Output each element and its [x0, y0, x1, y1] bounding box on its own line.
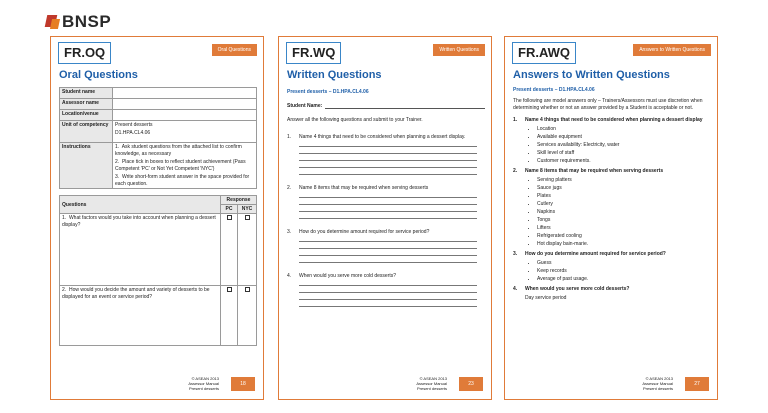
page-tag: Answers to Written Questions [633, 44, 711, 56]
answer-item: • Customer requirements. [537, 157, 713, 165]
page-footer: © ASEAN 2013 Assessor Manual Present desserts [416, 376, 447, 391]
answer-item: • Lifters [537, 224, 713, 232]
answer-question: 1. Name 4 things that need to be considered when planning a dessert display [513, 117, 703, 123]
answer-item: • Plates [537, 192, 713, 200]
answer-line[interactable] [299, 255, 477, 256]
answer-line[interactable] [299, 167, 477, 168]
form-code: FR.OQ [58, 42, 111, 64]
unit-name: Present desserts [115, 122, 153, 128]
form-code: FR.WQ [286, 42, 341, 64]
answer-list [513, 259, 713, 283]
answer-item: • Sauce jugs [537, 184, 713, 192]
question-item: 4. When would you serve more cold desserts? [287, 272, 396, 279]
bnsp-logo [46, 10, 111, 34]
answer-line[interactable] [299, 160, 477, 161]
answer-item: • Tongs [537, 216, 713, 224]
answer-line[interactable] [299, 241, 477, 242]
question-item: 2. Name 8 items that may be required when serving desserts [287, 184, 429, 191]
nyc-checkbox[interactable] [245, 287, 250, 292]
nyc-checkbox[interactable] [245, 215, 250, 220]
unit-value [113, 121, 257, 143]
questions-table [59, 195, 257, 346]
page-number: 23 [459, 377, 483, 391]
row-label: Location/venue [60, 110, 113, 121]
answer-item: • Guess [537, 259, 713, 267]
answer-item: • Average of past usage. [537, 275, 713, 283]
pc-header: PC [221, 205, 238, 214]
page-tag: Written Questions [433, 44, 485, 56]
question-item: 3. How do you determine amount required for service period? [287, 228, 430, 235]
row-value [113, 110, 257, 121]
oral-questions-page [50, 36, 264, 400]
question-row: 1. What factors would you take into account when planning a dessert display? [60, 214, 221, 286]
answer-item: • Location [537, 125, 713, 133]
answer-item: • Cutlery [537, 200, 713, 208]
nyc-header: NYC [238, 205, 257, 214]
answer-line[interactable] [299, 262, 477, 263]
intro-text: Answer all the following questions and submit to your Trainer. [287, 117, 423, 123]
page-tag: Oral Questions [212, 44, 257, 56]
page-number: 27 [685, 377, 709, 391]
answer-line[interactable] [299, 218, 477, 219]
answer-line[interactable] [299, 146, 477, 147]
answer-line[interactable] [299, 292, 477, 293]
answer-line[interactable] [299, 204, 477, 205]
answer-list [513, 125, 713, 165]
student-name-label: Student Name: [287, 103, 323, 109]
subtitle: Present desserts – D1.HPA.CL4.06 [287, 89, 369, 95]
answer-list [513, 176, 713, 248]
row-value [113, 99, 257, 110]
answer-line[interactable] [299, 153, 477, 154]
answer-question: 3. How do you determine amount required for service period? [513, 251, 666, 257]
instruction-item: 1. Ask student questions from the attached list to confirm knowledge, as necessary [115, 144, 242, 157]
answer-item: • Keep records [537, 267, 713, 275]
subtitle: Present desserts – D1.HPA.CL4.06 [513, 87, 595, 93]
logo-icon [46, 13, 60, 31]
instructions-label: Instructions [60, 143, 113, 189]
instructions-list [113, 143, 257, 189]
answer-item: • Skill level of staff [537, 149, 713, 157]
page-footer: © ASEAN 2013 Assessor Manual Present desserts [642, 376, 673, 391]
answer-item: • Serving platters [537, 176, 713, 184]
pc-checkbox[interactable] [227, 215, 232, 220]
page-footer: © ASEAN 2013 Assessor Manual Present desserts [188, 376, 219, 391]
answer-item: • Services availability: Electricity, water [537, 141, 713, 149]
written-questions-page [278, 36, 492, 400]
form-code: FR.AWQ [512, 42, 576, 64]
pc-checkbox[interactable] [227, 287, 232, 292]
student-info-table [59, 87, 257, 189]
question-row: 2. How would you decide the amount and variety of desserts to be displayed for an event or service period? [60, 286, 221, 346]
answer-item: • Napkins [537, 208, 713, 216]
instruction-item: 2. Place tick in boxes to reflect student achievement (Pass Competent 'PC' or Not Yet Competent 'NYC') [115, 159, 246, 172]
unit-code: D1.HPA.CL4.06 [115, 130, 151, 136]
answer-line[interactable] [299, 248, 477, 249]
answer-item: • Hot display bain-marie. [537, 240, 713, 248]
row-label: Assessor name [60, 99, 113, 110]
logo-text: BNSP [62, 12, 112, 31]
page-title: Answers to Written Questions [513, 69, 670, 81]
answer-question: 4. When would you serve more cold desserts? [513, 286, 630, 292]
answer-item: • Refrigerated cooling [537, 232, 713, 240]
answer-question: 2. Name 8 items that may be required when serving desserts [513, 168, 664, 174]
answer-text: Day service period [525, 295, 567, 301]
answer-line[interactable] [299, 197, 477, 198]
response-header: Response [221, 196, 257, 205]
question-item: 1. Name 4 things that need to be considered when planning a dessert display. [287, 133, 466, 140]
intro-text: The following are model answers only – Trainers/Assessors must use discretion when determining whether or not an answer provided by a Student is acceptable or not. [513, 98, 703, 111]
answers-page [504, 36, 718, 400]
instruction-item: 3. Write short-form student answer in the space provided for each question. [115, 174, 250, 187]
answer-line[interactable] [299, 174, 477, 175]
row-label: Student name [60, 88, 113, 99]
answer-line[interactable] [299, 306, 477, 307]
answer-line[interactable] [299, 211, 477, 212]
student-name-field[interactable] [325, 103, 485, 109]
row-label: Unit of competency [60, 121, 113, 143]
page-title: Oral Questions [59, 69, 138, 81]
answer-line[interactable] [299, 299, 477, 300]
questions-header: Questions [60, 196, 221, 214]
answer-item: • Available equipment [537, 133, 713, 141]
answer-line[interactable] [299, 285, 477, 286]
page-number: 18 [231, 377, 255, 391]
page-title: Written Questions [287, 69, 382, 81]
row-value [113, 88, 257, 99]
